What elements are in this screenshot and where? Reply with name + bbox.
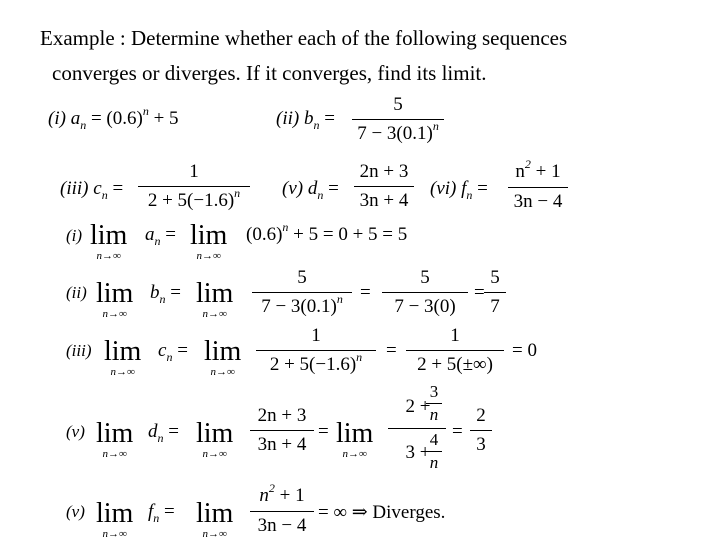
sequence-variable: b	[303, 108, 314, 129]
fraction-d	[354, 160, 414, 213]
equals-sign: =	[477, 178, 488, 199]
equals-sign: =	[324, 108, 335, 129]
sequence-variable: a	[70, 108, 81, 129]
sequence-variable: c	[93, 178, 102, 199]
solution-label-v-f: (v)	[66, 502, 85, 521]
problem-label: (i)	[48, 108, 66, 129]
sequence-variable: f	[461, 178, 467, 199]
fraction: 2 3	[470, 404, 492, 457]
fraction-bar	[508, 187, 568, 188]
compound-fraction-bar	[388, 428, 446, 429]
solution-i-rhs: $(0.6)^n + 5 = 0 + 5 = 5$	[246, 220, 408, 245]
solution-iii-lhs: $c_n$ =	[158, 340, 188, 364]
problem-ii	[276, 108, 335, 130]
subscript: n	[313, 118, 320, 132]
numerator: 5	[393, 94, 403, 115]
limit-operator: lim n→∞	[196, 498, 234, 540]
solution-v-lhs: $d_n$ =	[148, 421, 179, 445]
denominator: $7 - 3(0.1)^n$	[357, 119, 439, 144]
equals-sign: =	[112, 178, 124, 199]
fraction: 1 2 + 5(±∞)	[406, 324, 504, 377]
denominator: 3n + 4	[359, 190, 409, 211]
limit-operator: lim n→∞	[190, 220, 228, 262]
solution-i-lhs: $a_n$ =	[145, 224, 176, 248]
example-heading-line2: converges or diverges. If it converges, find its limit.	[52, 61, 487, 85]
solution-label-v: (v)	[66, 422, 85, 441]
solution-label-i: (i)	[66, 226, 83, 245]
subscript: n	[80, 118, 87, 132]
fraction: 5 7	[484, 266, 506, 319]
problem-label: (vi)	[430, 178, 457, 199]
denominator: 3n − 4	[513, 191, 563, 212]
equals-sign: =	[360, 282, 371, 303]
fraction: 5 7 − 3(0)	[382, 266, 468, 319]
fraction-c	[138, 160, 250, 214]
fraction: $n^2 + 1$ 3n − 4	[250, 484, 314, 538]
problem-iii	[60, 178, 123, 200]
fraction: 1 $2 + 5(-1.6)^n$	[256, 324, 376, 378]
equals-sign: =	[328, 178, 339, 199]
problem-label: (v)	[282, 178, 304, 199]
solution-label-ii: (ii)	[66, 283, 87, 302]
fraction: 2n + 3 3n + 4	[250, 404, 314, 457]
problem-v	[282, 178, 339, 200]
limit-operator: lim n→∞	[90, 220, 128, 262]
problem-label: (ii)	[276, 108, 300, 129]
exponent: n	[142, 104, 149, 118]
fraction-f	[508, 157, 568, 214]
limit-operator: lim n→∞	[196, 418, 234, 460]
equals-sign: =	[452, 421, 463, 442]
limit-operator: lim n→∞	[96, 278, 134, 320]
compound-fraction-denominator: 3 + 4 n	[392, 432, 444, 454]
limit-operator: lim n→∞	[196, 278, 234, 320]
problem-vi	[430, 178, 488, 200]
fraction: 5 $7 - 3(0.1)^n$	[252, 266, 352, 320]
subscript: n	[101, 188, 108, 202]
limit-operator: lim n→∞	[96, 498, 134, 540]
problem-i	[48, 104, 179, 132]
solution-ii-lhs: $b_n$ =	[150, 282, 181, 306]
sequence-variable: d	[307, 178, 318, 199]
equals-sign: =	[386, 340, 397, 361]
limit-operator: lim n→∞	[336, 418, 374, 460]
expression: = (0.6)	[90, 108, 143, 129]
result: = 0	[512, 340, 537, 361]
fraction-bar	[352, 119, 444, 120]
expression-tail: + 5	[148, 108, 179, 129]
limit-operator: lim n→∞	[204, 336, 242, 378]
solution-v-f-lhs: $f_n$ =	[148, 501, 175, 525]
subscript: n	[466, 188, 473, 202]
fraction-bar	[354, 186, 414, 187]
equals-sign: =	[318, 421, 329, 442]
fraction-b	[352, 93, 444, 147]
denominator: $2 + 5(-1.6)^n$	[147, 186, 241, 211]
solution-label-iii: (iii)	[66, 341, 92, 360]
numerator: 1	[189, 161, 199, 182]
limit-operator: lim n→∞	[104, 336, 142, 378]
example-heading: Example : Determine whether each of the following sequences	[40, 26, 568, 50]
numerator: 2n + 3	[359, 161, 409, 182]
subscript: n	[317, 188, 324, 202]
problem-label: (iii)	[60, 178, 89, 199]
equals-sign: =	[474, 282, 485, 303]
numerator: $n^2 + 1$	[515, 157, 561, 182]
compound-fraction-numerator: 2 + 3 n	[392, 384, 444, 406]
limit-operator: lim n→∞	[96, 418, 134, 460]
diverges-result: = ∞ ⇒ Diverges.	[318, 502, 446, 523]
